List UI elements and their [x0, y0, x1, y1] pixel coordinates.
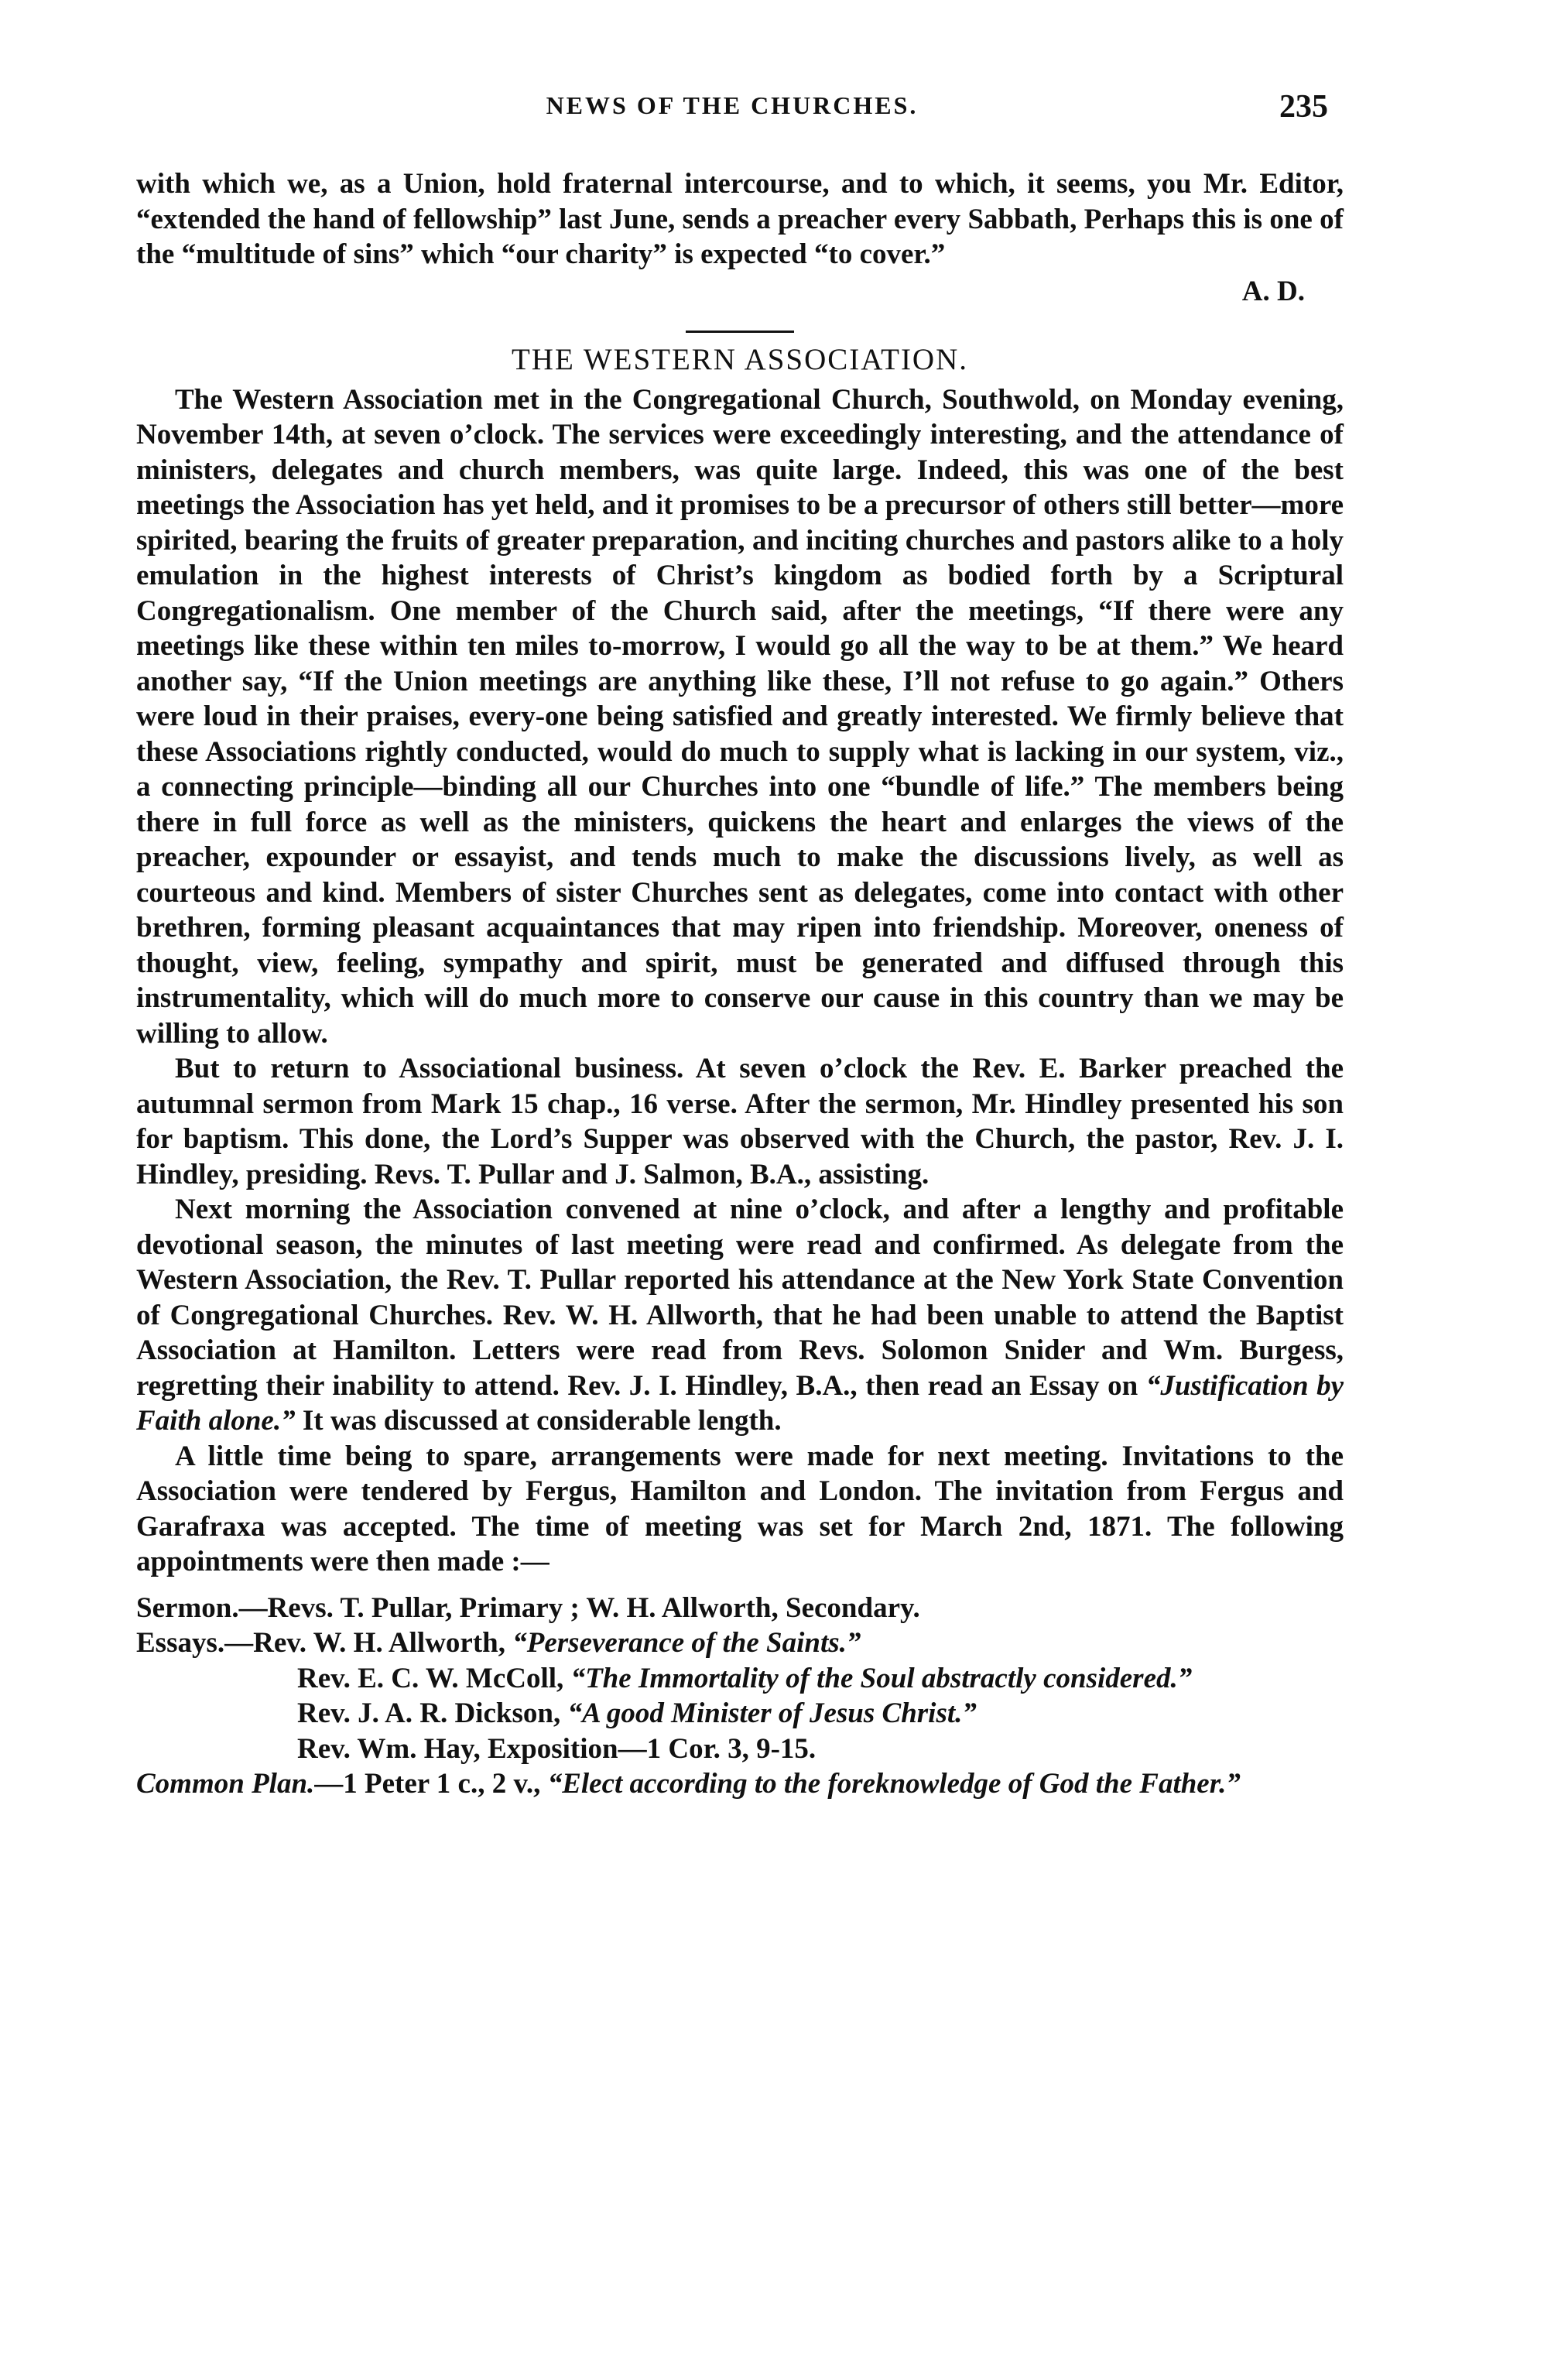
essays-label: Essays. [136, 1627, 225, 1659]
appointment-essay-2 [136, 1661, 1344, 1697]
essay-3-title: “A good Minister of Jesus Christ.” [567, 1697, 977, 1729]
text-column [136, 166, 1344, 1802]
essay-title-justification: “Justification by Faith alone.” [136, 1369, 1344, 1437]
article-title: THE WESTERN ASSOCIATION. [511, 343, 969, 376]
article-paragraph-2: But to return to Associational business. At seven o’clock the Rev. E. Barker preached the autumnal sermon from Mark 15 chap., 16 verse. After the sermon, Mr. Hindley presented his son for baptism. This done, the Lord’s Supper was observed with the Church, the pastor, Rev. J. I. Hindley, presiding. Revs. T. Pullar and J. Salmon, B.A., assisting. [136, 1053, 1344, 1190]
common-plan-text: “Elect according to the foreknowledge of God the Father.” [547, 1768, 1241, 1800]
paragraph-3-text: Next morning the Association convened at nine o’clock, and after a lengthy and profitable devotional season, the minutes of last meeting were read and confirmed. As delegate from the Western Association, the Rev. T. Pullar reported his attendance at the New York State Convention of Congregational Churches. Rev. W. H. Allworth, that he had been unable to attend the Baptist Association at Hamilton. Letters were read from Revs. Solomon Snider and Wm. Burgess, regretting their inability to attend. Rev. J. I. Hindley, B.A., then read an Essay on [136, 1194, 1344, 1402]
sermon-text: —Revs. T. Pullar, Primary ; W. H. Allworth, Secondary. [238, 1591, 920, 1624]
sermon-label: Sermon. [136, 1591, 239, 1624]
paragraph-3-end: It was discussed at considerable length. [295, 1405, 782, 1437]
appointment-exposition: Rev. Wm. Hay, Exposition—1 Cor. 3, 9-15. [297, 1732, 817, 1765]
essay-1-author: —Rev. W. H. Allworth, [224, 1627, 513, 1659]
article-paragraph-4: A little time being to spare, arrangements were made for next meeting. Invitations to the Association were tendered by Fergus, Hamilton and London. The invitation from Fergus and Garafraxa was accepted. The time of meeting was set for March 2nd, 1871. The following appointments were then made :— [136, 1440, 1344, 1577]
section-divider [686, 331, 794, 333]
letter-closing-paragraph: with which we, as a Union, hold fraternal intercourse, and to which, it seems, you Mr. Editor, “extended the hand of fellowship” last June, sends a preacher every Sabbath, Perhaps this is one of the “multitude of sins” which “our charity” is expected “to cover.” [136, 168, 1344, 270]
common-plan-label: Common Plan. [136, 1768, 315, 1800]
article-paragraph-1: The Western Association met in the Congregational Church, Southwold, on Monday evening, November 14th, at seven o’clock. The services were exceedingly interesting, and the attendance of ministers, delegates and church members, was quite large. Indeed, this was one of the best meetings the Association has yet held, and it promises to be a precursor of others still better—more spirited, bearing the fruits of greater preparation, and inciting churches and pastors alike to a holy emulation in the highest interests of Christ’s kingdom as bodied forth by a Scriptural Congregationalism. One member of the Church said, after the meetings, “If there were any meetings like these within ten miles to-morrow, I would go all the way to be at them.” We heard another say, “If the Union meetings are anything like these, I’ll not refuse to go again.” Others were loud in their praises, every-one being satisfied and greatly interested. We firmly believe that these Associations rightly conducted, would do much to supply what is lacking in our system, viz., a connecting principle—binding all our Churches into one “bundle of life.” The members being there in full force as well as the ministers, quickens the heart and enlarges the views of the preacher, expounder or essayist, and tends much to make the discussions lively, as well as courteous and kind. Members of sister Churches sent as delegates, come into contact with other brethren, forming pleasant acquaintances that may ripen into friendship. Moreover, oneness of thought, view, feeling, sympathy and spirit, must be generated and diffused through this instrumentality, which will do much more to conserve our cause in this country than we may be willing to allow. [136, 383, 1344, 1050]
essay-3-author: Rev. J. A. R. Dickson, [297, 1697, 568, 1729]
page-number: 235 [1279, 89, 1328, 125]
appointment-sermon [136, 1591, 1344, 1626]
essay-1-title: “Perseverance of the Saints.” [512, 1627, 861, 1659]
letter-signature: A. D. [1241, 275, 1305, 307]
appointment-common-plan [136, 1766, 1344, 1802]
running-head [136, 91, 1328, 138]
essay-2-author: Rev. E. C. W. McColl, [297, 1662, 571, 1694]
running-title: NEWS OF THE CHURCHES. [546, 91, 919, 119]
appointment-essay-1 [136, 1625, 1344, 1661]
appointment-essay-3 [136, 1696, 1344, 1732]
common-plan-ref: —1 Peter 1 c., 2 v., [314, 1768, 548, 1800]
essay-2-title: “The Immortality of the Soul abstractly considered.” [570, 1662, 1193, 1694]
article-paragraph-3 [136, 1192, 1344, 1439]
appointments-list [136, 1591, 1344, 1802]
